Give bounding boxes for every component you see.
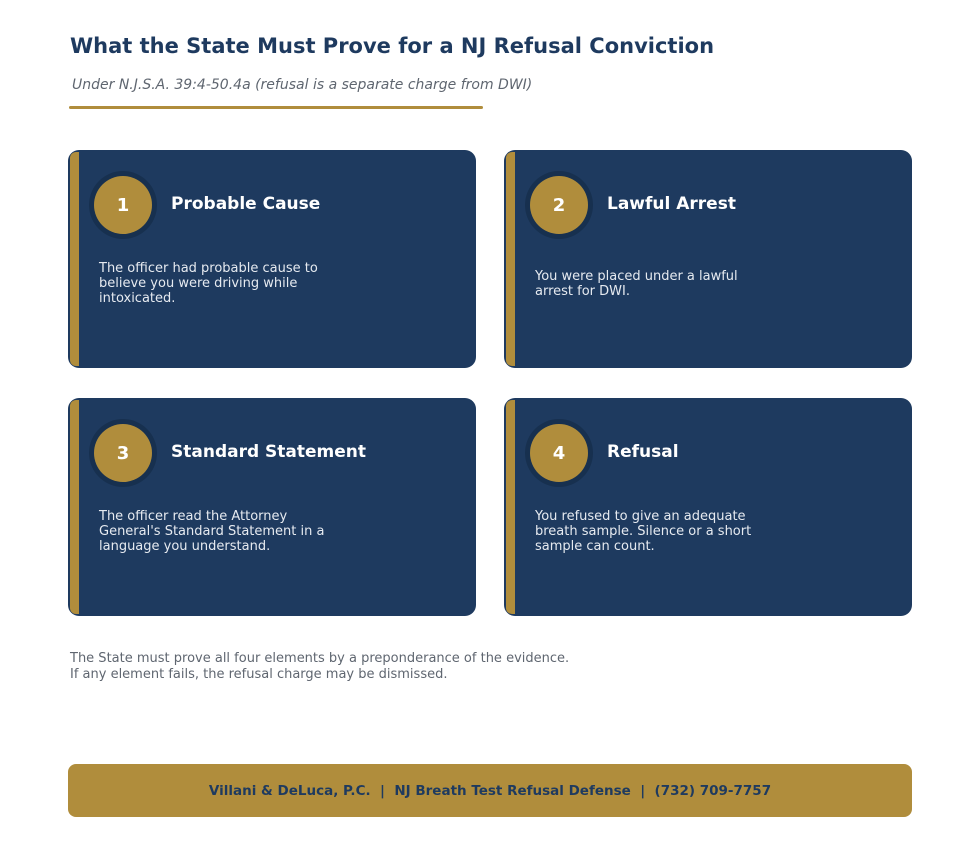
step-number-badge <box>525 171 593 239</box>
step-number-badge <box>525 419 593 487</box>
card-title: Refusal <box>607 442 679 462</box>
step-number-badge <box>89 419 157 487</box>
card-title: Lawful Arrest <box>607 194 736 214</box>
card-accent-stripe <box>506 152 515 366</box>
element-card-standard-statement <box>68 398 476 616</box>
element-card-refusal <box>504 398 912 616</box>
note-line: The State must prove all four elements by a preponderance of the evidence. <box>70 651 570 666</box>
note-line: If any element fails, the refusal charge may be dismissed. <box>70 667 448 682</box>
card-accent-stripe <box>506 400 515 614</box>
card-description: The officer read the Attorney General's Standard Statement in a language you understand. <box>99 509 325 554</box>
footer-banner: Villani & DeLuca, P.C. | NJ Breath Test Refusal Defense | (732) 709-7757 <box>68 764 912 817</box>
page-title: What the State Must Prove for a NJ Refusal Conviction <box>70 34 715 58</box>
card-title: Standard Statement <box>171 442 367 462</box>
title-underline <box>69 106 483 109</box>
card-accent-stripe <box>70 152 79 366</box>
step-number: 4 <box>530 424 588 482</box>
step-number: 2 <box>530 176 588 234</box>
card-description: You were placed under a lawful arrest for DWI. <box>535 269 738 299</box>
step-number-badge <box>89 171 157 239</box>
card-title: Probable Cause <box>171 194 321 214</box>
step-number: 1 <box>94 176 152 234</box>
burden-of-proof-note <box>70 651 569 683</box>
step-number: 3 <box>94 424 152 482</box>
card-description: You refused to give an adequate breath sample. Silence or a short sample can count. <box>535 509 752 554</box>
element-card-probable-cause <box>68 150 476 368</box>
element-card-lawful-arrest <box>504 150 912 368</box>
card-description: The officer had probable cause to believe you were driving while intoxicated. <box>99 261 318 306</box>
page-subtitle: Under N.J.S.A. 39:4-50.4a (refusal is a separate charge from DWI) <box>72 77 533 93</box>
card-accent-stripe <box>70 400 79 614</box>
